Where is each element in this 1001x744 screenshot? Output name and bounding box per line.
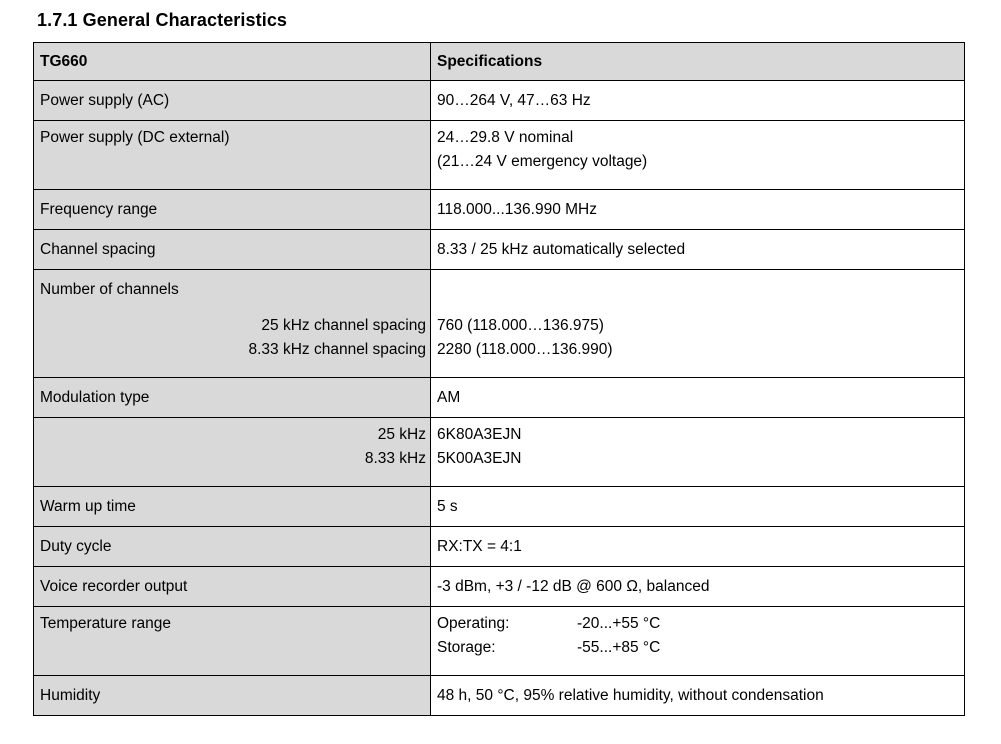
row-label: Frequency range — [34, 190, 431, 230]
row-value: -3 dBm, +3 / -12 dB @ 600 Ω, balanced — [431, 567, 965, 607]
value-line — [437, 636, 964, 660]
temp-value: -55...+85 °C — [577, 639, 661, 656]
value-line: 760 (118.000…136.975) — [437, 317, 604, 334]
value-line — [437, 612, 964, 636]
row-values — [431, 607, 965, 676]
table-row — [34, 527, 965, 567]
table-row — [34, 676, 965, 716]
sublabel: 8.33 kHz channel spacing — [248, 341, 426, 358]
row-values — [431, 309, 965, 378]
row-label: Voice recorder output — [34, 567, 431, 607]
row-value: AM — [431, 378, 965, 418]
table-row — [34, 81, 965, 121]
value-line: 2280 (118.000…136.990) — [437, 341, 613, 358]
table-row — [34, 121, 965, 190]
row-value: 48 h, 50 °C, 95% relative humidity, without condensation — [431, 676, 965, 716]
row-label: Modulation type — [34, 378, 431, 418]
row-label: Humidity — [34, 676, 431, 716]
row-label: Channel spacing — [34, 230, 431, 270]
row-value — [431, 270, 965, 310]
value-line: 6K80A3EJN — [437, 426, 522, 443]
value-line: 5K00A3EJN — [437, 450, 522, 467]
row-value — [431, 121, 965, 190]
table-row — [34, 418, 965, 487]
row-label: Duty cycle — [34, 527, 431, 567]
row-value: 118.000...136.990 MHz — [431, 190, 965, 230]
table-row — [34, 487, 965, 527]
row-value: 5 s — [431, 487, 965, 527]
spec-table — [33, 42, 965, 716]
table-header-row — [34, 43, 965, 81]
row-sublabels — [34, 309, 431, 378]
value-line: 24…29.8 V nominal — [437, 129, 574, 146]
sublabel: 8.33 kHz — [364, 450, 426, 467]
row-sublabels — [34, 418, 431, 487]
section-heading: 1.7.1 General Characteristics — [37, 10, 288, 30]
table-row — [34, 190, 965, 230]
temp-label: Operating: — [437, 615, 510, 632]
value-line: (21…24 V emergency voltage) — [437, 153, 648, 170]
row-label: Power supply (DC external) — [34, 121, 431, 190]
table-row — [34, 309, 965, 378]
row-value: RX:TX = 4:1 — [431, 527, 965, 567]
sublabel: 25 kHz channel spacing — [261, 317, 426, 334]
temp-value: -20...+55 °C — [577, 615, 661, 632]
row-label: Warm up time — [34, 487, 431, 527]
header-specifications: Specifications — [431, 43, 965, 81]
table-row — [34, 270, 965, 310]
row-value: 8.33 / 25 kHz automatically selected — [431, 230, 965, 270]
table-row — [34, 230, 965, 270]
sublabel: 25 kHz — [377, 426, 426, 443]
temp-label: Storage: — [437, 639, 496, 656]
row-label: Temperature range — [34, 607, 431, 676]
header-model: TG660 — [34, 43, 431, 81]
table-row — [34, 567, 965, 607]
table-row — [34, 607, 965, 676]
row-value: 90…264 V, 47…63 Hz — [431, 81, 965, 121]
row-values — [431, 418, 965, 487]
table-row — [34, 378, 965, 418]
row-label: Number of channels — [34, 270, 431, 310]
row-label: Power supply (AC) — [34, 81, 431, 121]
